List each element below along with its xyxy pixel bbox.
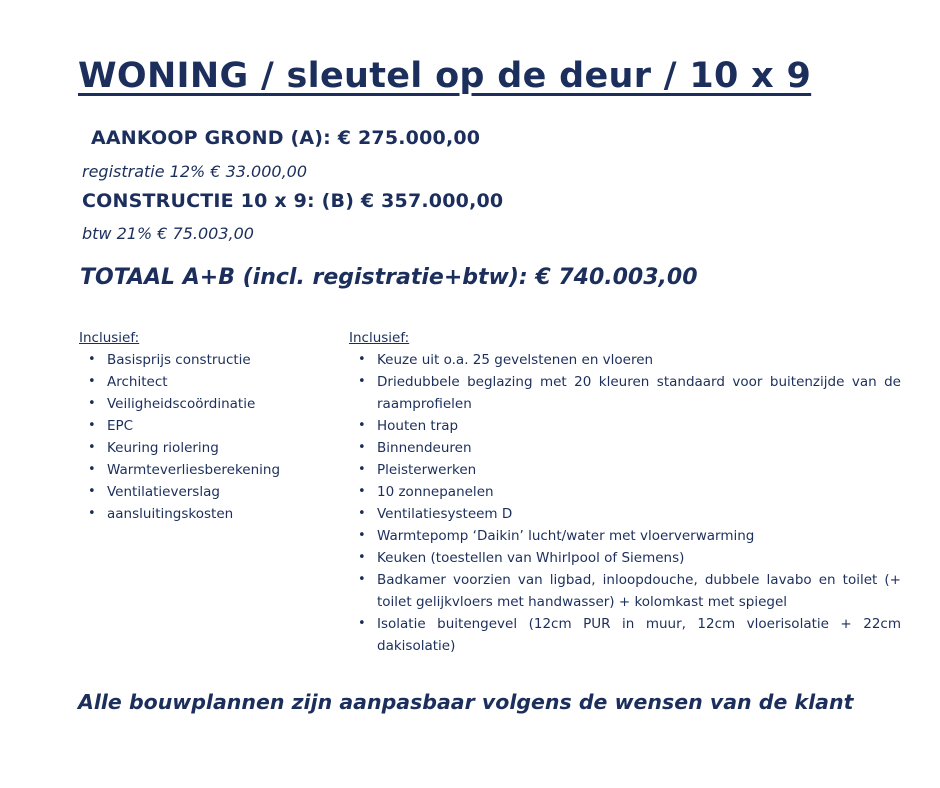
left-column-heading: Inclusief: — [79, 330, 140, 346]
construction-price: CONSTRUCTIE 10 x 9: (B) € 357.000,00 — [82, 190, 504, 212]
list-item: • 10 zonnepanelen — [349, 481, 901, 503]
right-column-heading: Inclusief: — [349, 330, 410, 346]
registration-price: registratie 12% € 33.000,00 — [82, 162, 308, 181]
page-title: WONING / sleutel op de deur / 10 x 9 — [78, 56, 812, 96]
list-item: • Ventilatieverslag — [79, 481, 319, 503]
list-item: • aansluitingskosten — [79, 503, 319, 525]
list-item: • EPC — [79, 415, 319, 437]
list-item: • Keuze uit o.a. 25 gevelstenen en vloeren — [349, 349, 901, 371]
list-item: • Warmtepomp ‘Daikin’ lucht/water met vloerverwarming — [349, 525, 901, 547]
included-list-left — [79, 327, 319, 525]
list-item: • Basisprijs constructie — [79, 349, 319, 371]
land-price: AANKOOP GROND (A): € 275.000,00 — [91, 127, 481, 149]
vat-price: btw 21% € 75.003,00 — [82, 224, 254, 243]
list-item: • Houten trap — [349, 415, 901, 437]
included-list-right — [349, 327, 901, 657]
list-item: • Architect — [79, 371, 319, 393]
list-item: • Badkamer voorzien van ligbad, inloopdouche, dubbele lavabo en toilet (+ toilet gelijkvloers met handwasser) + kolomkast met spiegel — [349, 569, 901, 613]
list-item: • Veiligheidscoördinatie — [79, 393, 319, 415]
footer-note: Alle bouwplannen zijn aanpasbaar volgens de wensen van de klant — [78, 690, 854, 714]
total-price: TOTAAL A+B (incl. registratie+btw): € 740.003,00 — [80, 265, 698, 290]
list-item: • Warmteverliesberekening — [79, 459, 319, 481]
list-item: • Ventilatiesysteem D — [349, 503, 901, 525]
list-item: • Isolatie buitengevel (12cm PUR in muur, 12cm vloerisolatie + 22cm dakisolatie) — [349, 613, 901, 657]
list-item: • Driedubbele beglazing met 20 kleuren standaard voor buitenzijde van de raamprofielen — [349, 371, 901, 415]
list-item: • Keuken (toestellen van Whirlpool of Siemens) — [349, 547, 901, 569]
list-item: • Binnendeuren — [349, 437, 901, 459]
list-item: • Keuring riolering — [79, 437, 319, 459]
list-item: • Pleisterwerken — [349, 459, 901, 481]
